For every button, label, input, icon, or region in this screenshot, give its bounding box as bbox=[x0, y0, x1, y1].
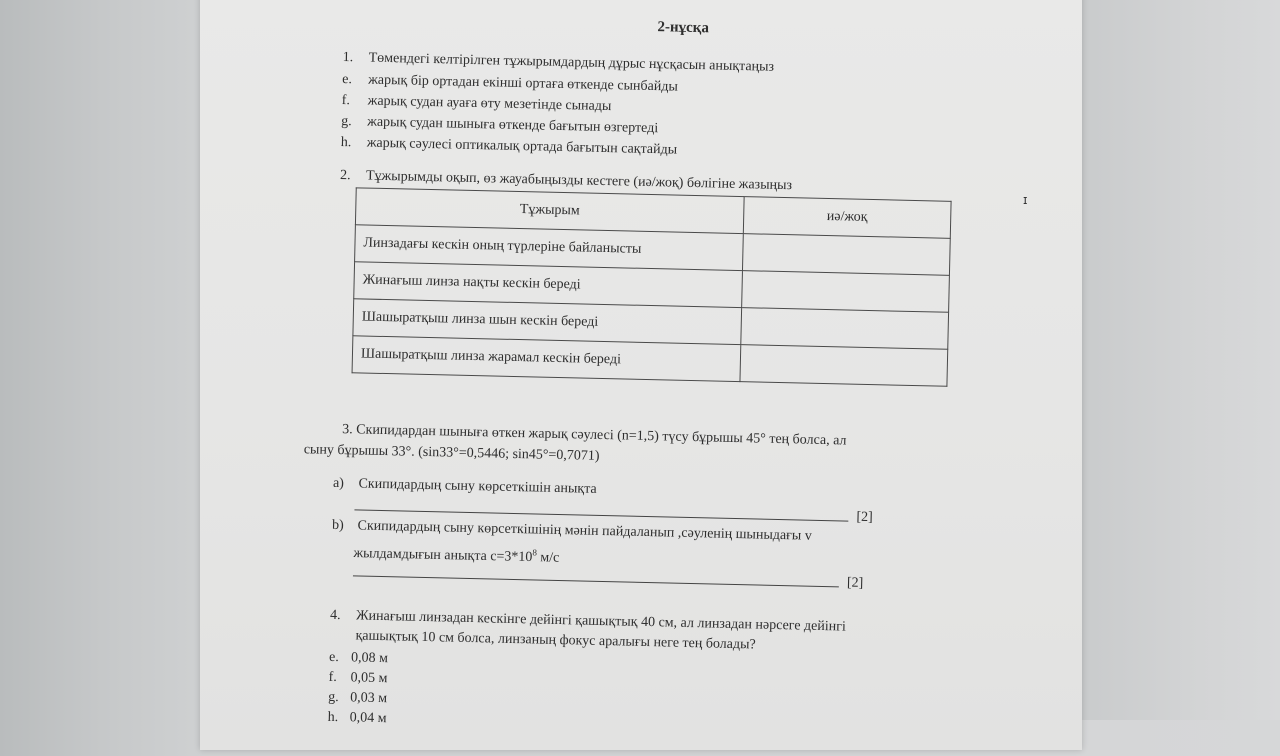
q3b-letter: b) bbox=[331, 517, 344, 534]
q4-option-e: e. 0,08 м bbox=[328, 649, 389, 667]
margin-mark: ɪ bbox=[1023, 193, 1028, 207]
answer-cell[interactable] bbox=[742, 234, 950, 276]
q2-number: 2. bbox=[339, 167, 351, 184]
answer-cell[interactable] bbox=[742, 271, 950, 313]
q4-option-h: h. 0,04 м bbox=[327, 709, 387, 727]
background-right bbox=[1080, 0, 1280, 720]
statement-cell: Линзадағы кескін оның түрлеріне байланысты bbox=[355, 225, 744, 271]
q1-option-h: h. жарық сәулесі оптикалық ортада бағытын сақтайды bbox=[340, 134, 678, 158]
q4-option-g: g. 0,03 м bbox=[328, 689, 388, 707]
q4-line1: 4. Жинағыш линзадан кескінге дейінгі қашықтық 40 см, ал линзадан нәрсеге дейінгі bbox=[329, 607, 847, 635]
q2-table bbox=[352, 187, 952, 386]
q4-line2: қашықтық 10 см болса, линзаның фокус аралығы неге тең болады? bbox=[355, 628, 756, 653]
q3a-prompt bbox=[333, 475, 597, 499]
q3a-text: Скипидардың сыну көрсеткішін анықта bbox=[358, 476, 597, 497]
variant-title: 2-нұсқа bbox=[657, 19, 710, 37]
q3b-line2: жылдамдығын анықта $c=3*10^8$ м/с bbox=[353, 546, 560, 566]
answer-cell[interactable] bbox=[741, 308, 949, 350]
q1-option-g: g. жарық судан шыныға өткенде бағытын өзгертеді bbox=[341, 113, 659, 137]
statement-cell: Жинағыш линза нақты кескін береді bbox=[354, 262, 743, 308]
q3b-answer-line[interactable] bbox=[353, 575, 839, 587]
q4-number: 4. bbox=[329, 607, 341, 624]
col-statement-header: Тұжырым bbox=[355, 188, 744, 234]
q3a-marks: [2] bbox=[856, 509, 873, 526]
q3-line2: сыну бұрышы 33°. (sin33°=0,5446; sin45°=0,7071) bbox=[303, 442, 600, 464]
q1-option-f: f. жарық судан ауаға өту мезетінде сынады bbox=[341, 92, 612, 115]
q3-line1: 3. Скипидардан шыныға өткен жарық сәулесі (n=1,5) түсу бұрышы 45° тең болса, ал bbox=[342, 422, 847, 449]
worksheet bbox=[283, 0, 1000, 756]
q3b-marks: [2] bbox=[846, 575, 864, 591]
q4-option-f: f. 0,05 м bbox=[328, 669, 388, 687]
answer-cell[interactable] bbox=[740, 345, 948, 387]
statement-cell: Шашыратқыш линза жарамал кескін береді bbox=[352, 336, 741, 382]
statement-cell: Шашыратқыш линза шын кескін береді bbox=[353, 299, 742, 345]
q1-number: 1. bbox=[342, 49, 354, 66]
col-answer-header: иә/жоқ bbox=[743, 197, 951, 239]
q3b-text1: Скипидардың сыну көрсеткішінің мәнін пайдаланып ,сәуленің шыныдағы v bbox=[357, 518, 812, 544]
q2-text: Тұжырымды оқып, өз жауабыңызды кестеге (иә/жоқ) бөлігіне жазыңыз bbox=[365, 168, 793, 194]
q1-option-e: e. жарық бір ортадан екінші ортаға өткенде сынбайды bbox=[342, 71, 678, 95]
q3a-letter: a) bbox=[332, 475, 345, 492]
q1-text: Төмендегі келтірілген тұжырымдардың дұрыс нұсқасын анықтаңыз bbox=[368, 50, 775, 75]
